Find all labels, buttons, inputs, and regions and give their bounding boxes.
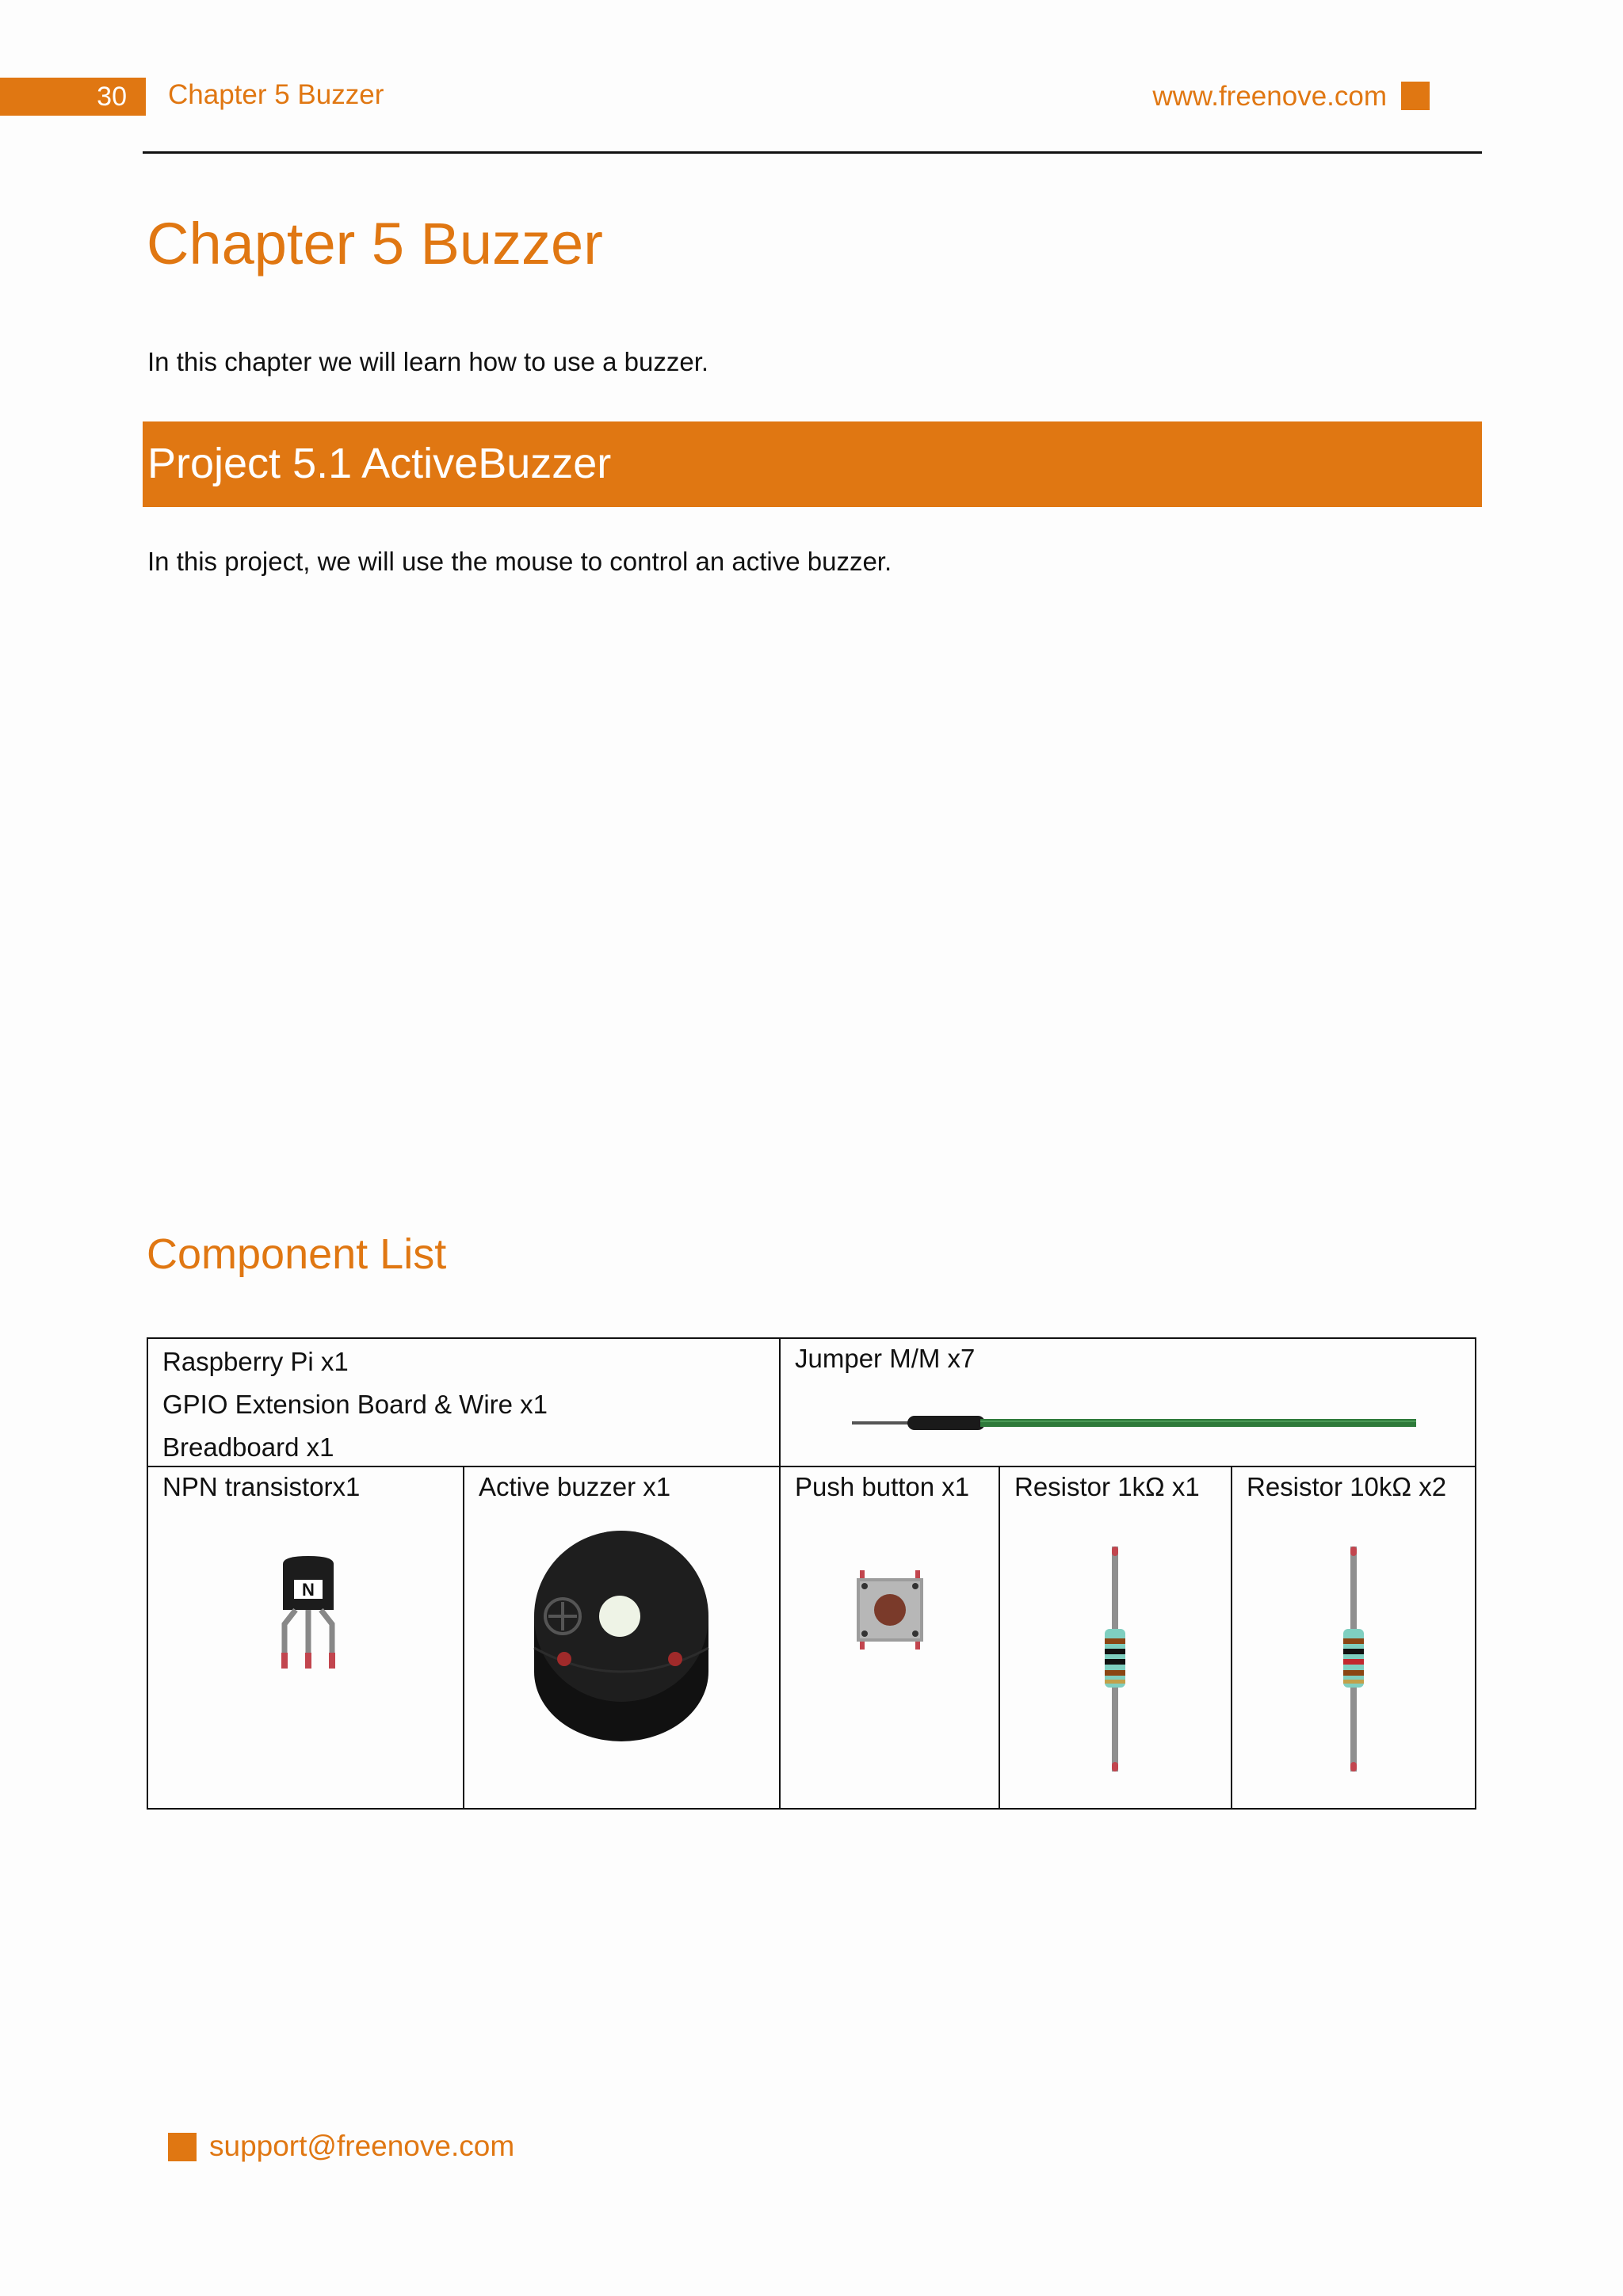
list-item: Breadboard x1 bbox=[162, 1432, 334, 1462]
active-buzzer-icon bbox=[533, 1529, 710, 1743]
npn-transistor-icon bbox=[277, 1556, 340, 1675]
resistor-1k-icon bbox=[1102, 1547, 1128, 1772]
resistor-10k-icon bbox=[1340, 1547, 1367, 1772]
component-table bbox=[147, 1337, 1476, 1810]
project-banner bbox=[143, 421, 1482, 507]
header-website-link[interactable]: www.freenove.com bbox=[1152, 81, 1387, 112]
chapter-title: Chapter 5 Buzzer bbox=[147, 211, 603, 277]
cell-npn-transistor bbox=[148, 1467, 463, 1808]
header-chapter-title: Chapter 5 Buzzer bbox=[168, 79, 384, 110]
header-divider bbox=[143, 151, 1482, 154]
cell-resistor-10k bbox=[1232, 1467, 1475, 1808]
footer-accent-square bbox=[168, 2133, 197, 2161]
component-label: Resistor 10kΩ x2 bbox=[1247, 1472, 1447, 1501]
component-label: Resistor 1kΩ x1 bbox=[1014, 1472, 1200, 1501]
list-item: Raspberry Pi x1 bbox=[162, 1347, 349, 1376]
component-label: Active buzzer x1 bbox=[479, 1472, 671, 1501]
jumper-label: Jumper M/M x7 bbox=[795, 1344, 976, 1373]
footer-support-email[interactable]: support@freenove.com bbox=[209, 2130, 515, 2162]
header-accent-square bbox=[1401, 82, 1430, 110]
component-label: NPN transistorx1 bbox=[162, 1472, 361, 1501]
cell-active-buzzer bbox=[464, 1467, 779, 1808]
component-label: Push button x1 bbox=[795, 1472, 970, 1501]
cell-base-components bbox=[148, 1339, 779, 1466]
cell-resistor-1k bbox=[1000, 1467, 1231, 1808]
push-button-icon bbox=[857, 1570, 923, 1650]
page-number: 30 bbox=[0, 78, 146, 116]
list-item: GPIO Extension Board & Wire x1 bbox=[162, 1390, 548, 1419]
cell-push-button bbox=[781, 1467, 999, 1808]
project-description: In this project, we will use the mouse to control an active buzzer. bbox=[147, 547, 892, 576]
component-list-heading: Component List bbox=[147, 1230, 447, 1278]
cell-jumper-wire bbox=[781, 1339, 1475, 1466]
jumper-wire-icon bbox=[852, 1412, 1423, 1434]
svg-text:N: N bbox=[302, 1580, 315, 1600]
chapter-intro: In this chapter we will learn how to use a buzzer. bbox=[147, 347, 709, 376]
project-title: Project 5.1 ActiveBuzzer bbox=[147, 440, 612, 487]
